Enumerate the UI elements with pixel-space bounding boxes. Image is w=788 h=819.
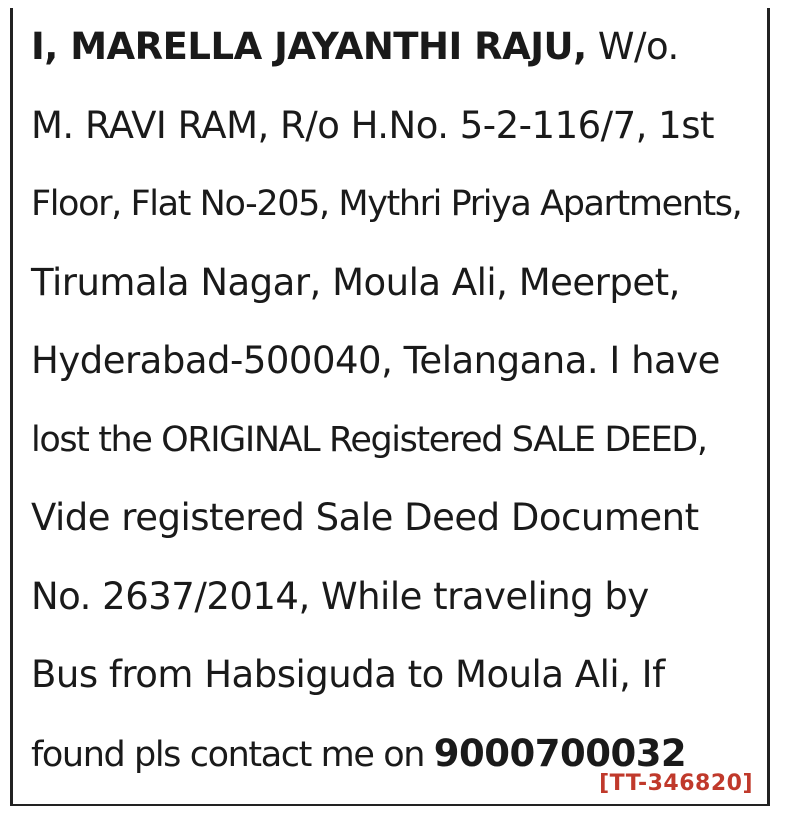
notice-line-8: No. 2637/2014, While traveling by <box>31 574 649 618</box>
notice-line-7: Vide registered Sale Deed Document <box>31 496 699 539</box>
notice-line-2: M. RAVI RAM, R/o H.No. 5-2-116/7, 1st <box>31 103 715 147</box>
notice-line-3: Floor, Flat No-205, Mythri Priya Apartments, <box>31 184 742 224</box>
notice-line-10-rest: found pls contact me on <box>31 734 434 775</box>
contact-phone: 9000700032 <box>433 731 687 775</box>
lost-document-notice <box>10 8 770 806</box>
notice-line-6: lost the ORIGINAL Registered SALE DEED, <box>31 419 707 460</box>
notice-name: I, MARELLA JAYANTHI RAJU, <box>31 25 587 68</box>
notice-line-5: Hyderabad-500040, Telangana. I have <box>31 339 720 382</box>
notice-line-4: Tirumala Nagar, Moula Ali, Meerpet, <box>31 260 680 304</box>
notice-line-1 <box>31 8 761 87</box>
notice-body <box>31 8 761 793</box>
reference-code: [TT-346820] <box>599 771 753 796</box>
notice-line-1-rest: W/o. <box>586 25 679 68</box>
notice-line-9: Bus from Habsiguda to Moula Ali, If <box>31 653 665 696</box>
